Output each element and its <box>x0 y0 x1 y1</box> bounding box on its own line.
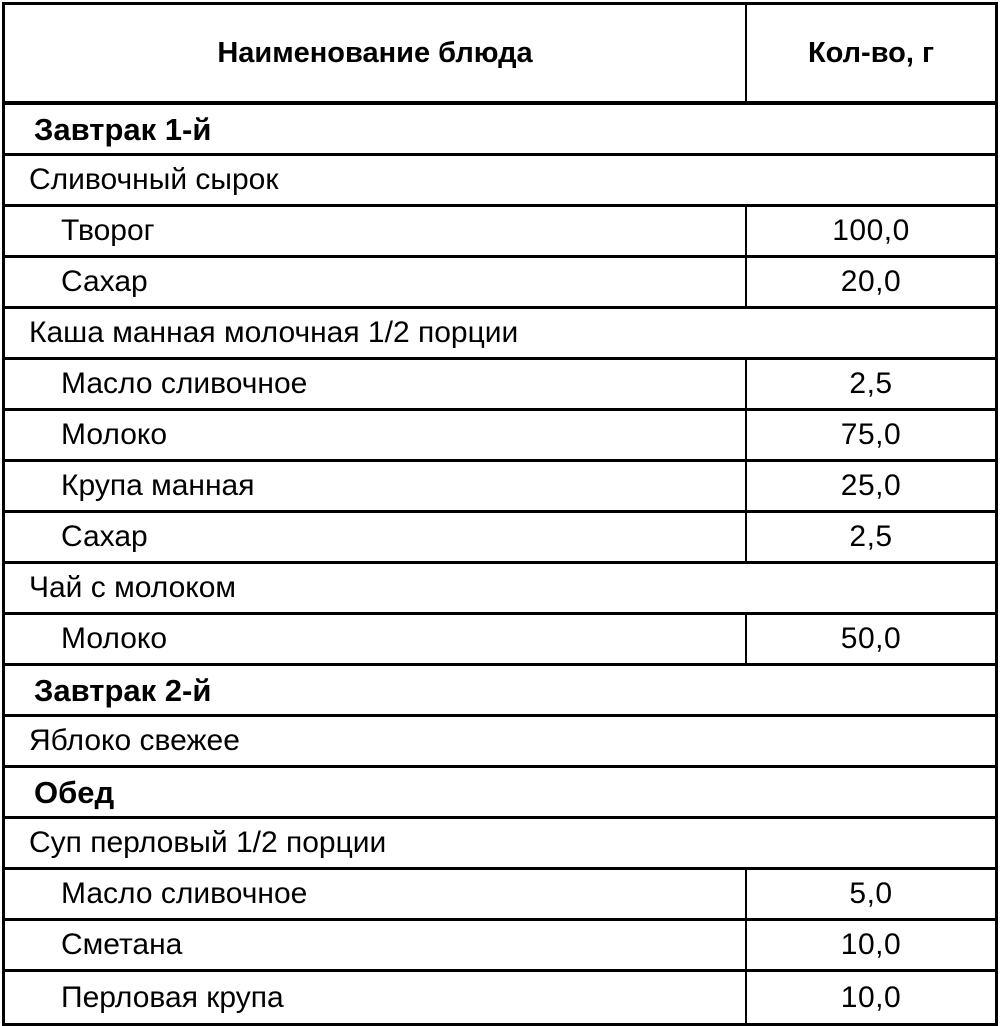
ingredient-name: Сметана <box>61 928 183 961</box>
ingredient-name: Сахар <box>61 265 148 298</box>
section-title: Обед <box>34 774 115 810</box>
dish-name: Сливочный сырок <box>29 163 279 196</box>
ingredient-row <box>5 462 995 513</box>
table-header-row <box>5 5 995 105</box>
menu-table <box>2 2 998 1026</box>
ingredient-name: Масло сливочное <box>61 877 308 910</box>
ingredient-row <box>5 615 995 666</box>
quantity-value: 2,5 <box>745 360 995 408</box>
ingredient-row <box>5 921 995 972</box>
ingredient-name: Молоко <box>61 622 168 655</box>
ingredient-row <box>5 513 995 564</box>
quantity-value: 5,0 <box>745 870 995 918</box>
quantity-value: 10,0 <box>745 921 995 969</box>
column-header-dish-name: Наименование блюда <box>217 36 533 69</box>
dish-row <box>5 156 995 207</box>
dish-row <box>5 819 995 870</box>
section-row <box>5 666 995 717</box>
dish-row <box>5 564 995 615</box>
dish-name: Чай с молоком <box>29 571 237 604</box>
ingredient-name: Масло сливочное <box>61 367 308 400</box>
section-row <box>5 105 995 156</box>
quantity-value: 10,0 <box>745 972 995 1023</box>
dish-row <box>5 309 995 360</box>
ingredient-row <box>5 411 995 462</box>
quantity-value: 100,0 <box>745 207 995 255</box>
dish-name: Яблоко свежее <box>29 724 240 757</box>
section-row <box>5 768 995 819</box>
column-header-quantity: Кол-во, г <box>745 5 995 101</box>
quantity-value: 75,0 <box>745 411 995 459</box>
dish-row <box>5 717 995 768</box>
ingredient-row <box>5 972 995 1023</box>
ingredient-name: Крупа манная <box>61 469 255 502</box>
section-title: Завтрак 2-й <box>34 672 212 708</box>
ingredient-row <box>5 258 995 309</box>
quantity-value: 2,5 <box>745 513 995 561</box>
quantity-value: 20,0 <box>745 258 995 306</box>
dish-name: Каша манная молочная 1/2 порции <box>29 316 519 349</box>
dish-name: Суп перловый 1/2 порции <box>29 826 387 859</box>
ingredient-row <box>5 360 995 411</box>
ingredient-row <box>5 870 995 921</box>
ingredient-name: Перловая крупа <box>61 980 284 1014</box>
ingredient-name: Молоко <box>61 418 168 451</box>
ingredient-name: Сахар <box>61 520 148 553</box>
ingredient-name: Творог <box>61 214 155 247</box>
quantity-value: 50,0 <box>745 615 995 663</box>
section-title: Завтрак 1-й <box>34 111 212 147</box>
quantity-value: 25,0 <box>745 462 995 510</box>
ingredient-row <box>5 207 995 258</box>
